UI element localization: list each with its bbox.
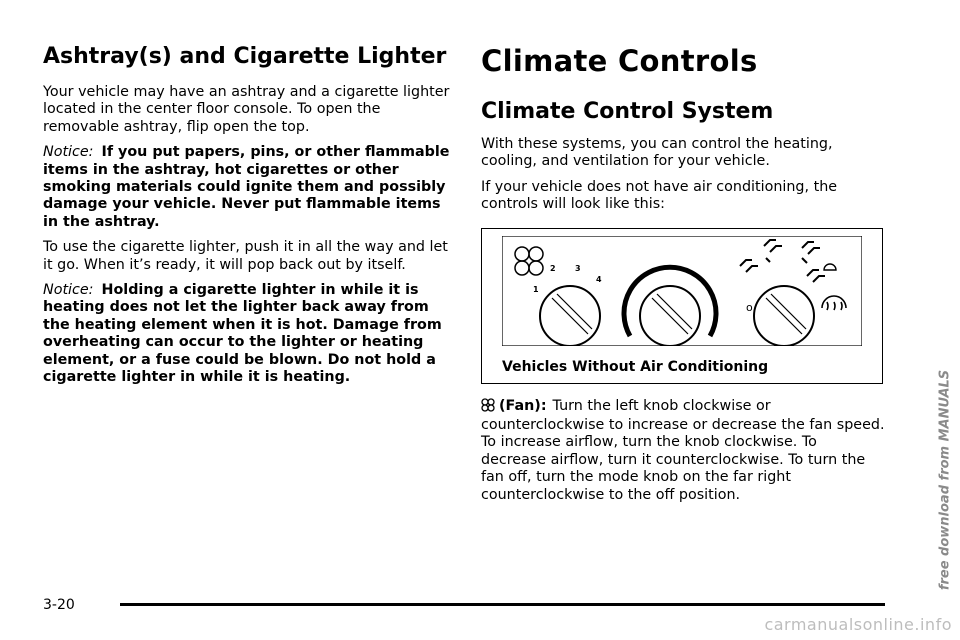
climate-panel-figure	[481, 228, 883, 384]
notice-label: Notice:	[43, 282, 94, 299]
defog-icon	[824, 264, 836, 270]
mode-floor-icon	[802, 242, 820, 263]
mode-blend-icon	[807, 270, 825, 282]
climate-intro-paragraph: With these systems, you can control the heating, cooling, and ventilation for your vehicle.	[481, 136, 833, 170]
fan-icon	[481, 398, 495, 417]
fan-label: (Fan):	[499, 397, 547, 414]
lighter-paragraph: To use the cigarette lighter, push it in all the way and let it go. When it’s ready, it will pop back out by itself.	[43, 239, 448, 273]
mode-bilevel-icon	[764, 240, 782, 262]
site-watermark: carmanualsonline.info	[764, 615, 952, 634]
notice-ashtray	[43, 144, 453, 231]
notice-text: If you put papers, pins, or other flammable items in the ashtray, hot cigarettes or other smoking materials could ignite them and possibly damage your vehicle. Never put flammable items in the ashtray.	[43, 144, 450, 230]
off-position-mark: o	[746, 300, 753, 314]
fan-speed-label: 3	[575, 263, 581, 273]
watermark-text: free download from MANUALS	[937, 369, 953, 591]
figure-caption: Vehicles Without Air Conditioning	[502, 358, 769, 375]
left-column	[43, 44, 453, 395]
fan-knob[interactable]	[540, 286, 600, 346]
temperature-knob[interactable]	[640, 286, 700, 346]
fan-description: Turn the left knob clockwise or counterclockwise to increase or decrease the fan speed. To increase airflow, turn the knob clockwise. To decrease airflow, turn it counterclockwise. To turn the fan off, turn the mode knob on the far right counterclockwise to the off position.	[481, 397, 885, 503]
fan-speed-label: 4	[596, 274, 602, 284]
notice-lighter	[43, 282, 453, 386]
no-ac-paragraph: If your vehicle does not have air conditioning, the controls will look like this:	[481, 178, 838, 213]
mode-vent-icon	[740, 260, 758, 272]
fan-speed-label: 1	[533, 284, 539, 294]
fan-symbol-icon	[515, 247, 543, 275]
ashtray-heading: Ashtray(s) and Cigarette Lighter	[43, 44, 447, 69]
climate-controls-title: Climate Controls	[481, 44, 758, 78]
fan-speed-label: 2	[550, 263, 556, 273]
right-column	[481, 44, 885, 512]
mode-knob[interactable]	[754, 286, 814, 346]
page-number: 3-20	[43, 597, 75, 613]
climate-system-subtitle: Climate Control System	[481, 99, 774, 124]
ashtray-paragraph: Your vehicle may have an ashtray and a cigarette lighter located in the center floor console. To open the removable ashtray, flip open the top.	[43, 84, 450, 135]
fan-paragraph	[481, 398, 885, 504]
defrost-icon	[822, 296, 846, 310]
notice-text: Holding a cigarette lighter in while it is heating does not let the lighter back away from the heating element when it is hot. Damage from overheating can occur to the lighter or heating element, or a fuse could be blown. Do not hold a cigarette lighter in while it is heating.	[43, 282, 442, 386]
notice-label: Notice:	[43, 144, 94, 161]
climate-panel-illustration	[502, 236, 862, 346]
footer-rule	[120, 603, 885, 606]
